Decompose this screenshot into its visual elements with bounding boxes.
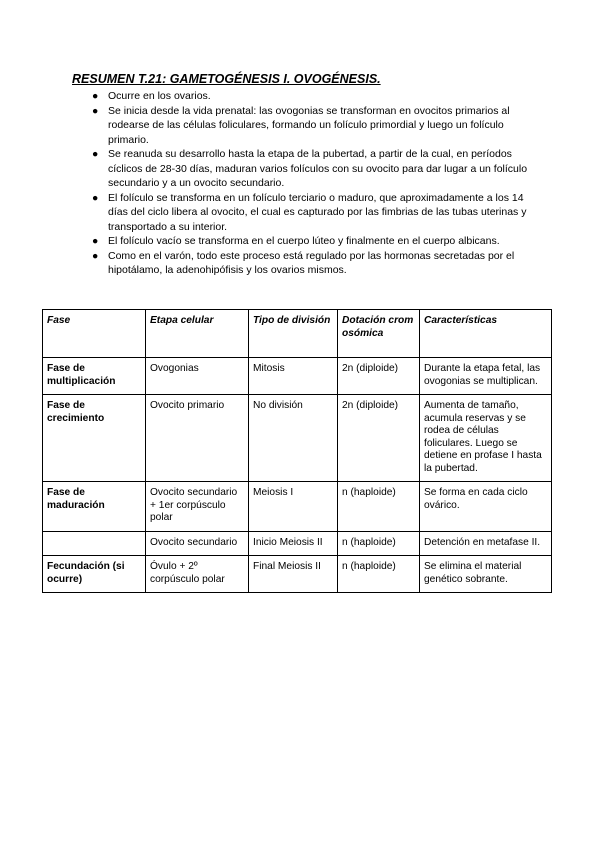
header-tipo-division: Tipo de división [249,310,338,358]
bullet-item: ● Como en el varón, todo este proceso está regulado por las hormonas secretadas por el hipotálamo, la adenohipófisis y los ovarios mismos. [92,249,515,276]
cell-ploidy: 2n (diploide) [338,395,420,482]
bullet-item: ● El folículo se transforma en un folículo terciario o maduro, que aproximadamente a los 14 días del ciclo libera al ovocito, el cual es capturado por las fimbrias de las tubas uterinas y transportado a su interior. [92,191,527,233]
bullet-icon: ● [92,249,99,262]
bullet-item: ● El folículo vacío se transforma en el cuerpo lúteo y finalmente en el cuerpo albicans. [92,235,500,247]
cell-characteristics: Durante la etapa fetal, las ovogonias se multiplican. [420,358,552,395]
cell-phase: Fase de multiplicación [43,358,146,395]
bullet-icon: ● [92,148,99,160]
cell-phase [43,531,146,556]
table-header-row [43,310,552,358]
cell-characteristics: Aumenta de tamaño, acumula reservas y se rodea de células foliculares. Luego se detiene en profase I hasta la pubertad. [420,395,552,482]
bullet-icon: ● [92,104,99,117]
table-row [43,395,552,482]
cell-phase: Fase de crecimiento [43,395,146,482]
document-title: RESUMEN T.21: GAMETOGÉNESIS I. OVOGÉNESIS. [72,72,381,86]
phases-table [42,309,552,593]
bullet-icon: ● [92,235,99,247]
cell-division: No división [249,395,338,482]
cell-ploidy: n (haploide) [338,531,420,556]
cell-stage: Ovogonias [146,358,249,395]
cell-ploidy: 2n (diploide) [338,358,420,395]
header-etapa-celular: Etapa celular [146,310,249,358]
cell-division: Final Meiosis II [249,556,338,593]
cell-stage: Ovocito secundario + 1er corpúsculo polar [146,482,249,532]
cell-phase: Fecundación (si ocurre) [43,556,146,593]
table-row [43,358,552,395]
cell-characteristics: Se forma en cada ciclo ovárico. [420,482,552,532]
cell-stage: Ovocito secundario [146,531,249,556]
cell-division: Inicio Meiosis II [249,531,338,556]
bullet-item: ● Ocurre en los ovarios. [92,90,211,102]
table-row [43,531,552,556]
header-dotacion: Dotación cromosómica [338,310,420,358]
bullet-icon: ● [92,191,99,204]
cell-ploidy: n (haploide) [338,556,420,593]
cell-ploidy: n (haploide) [338,482,420,532]
bullet-item: ● Se inicia desde la vida prenatal: las ovogonias se transforman en ovocitos primarios al rodearse de las células foliculares, formando un folículo primordial y luego un folículo primario. [92,104,510,146]
cell-characteristics: Se elimina el material genético sobrante. [420,556,552,593]
summary-bullet-list [92,89,532,278]
cell-phase: Fase de maduración [43,482,146,532]
cell-characteristics: Detención en metafase II. [420,531,552,556]
cell-division: Mitosis [249,358,338,395]
table-row [43,556,552,593]
cell-division: Meiosis I [249,482,338,532]
bullet-icon: ● [92,90,99,102]
header-caracteristicas: Características [420,310,552,358]
table-row [43,482,552,532]
cell-stage: Ovocito primario [146,395,249,482]
cell-stage: Óvulo + 2º corpúsculo polar [146,556,249,593]
bullet-item: ● Se reanuda su desarrollo hasta la etapa de la pubertad, a partir de la cual, en períodos cíclicos de 28-30 días, maduran varios folículos con su ovocito para dar lugar a un folículo secundario y a un ovocito secundario. [92,148,528,189]
header-fase: Fase [43,310,146,358]
